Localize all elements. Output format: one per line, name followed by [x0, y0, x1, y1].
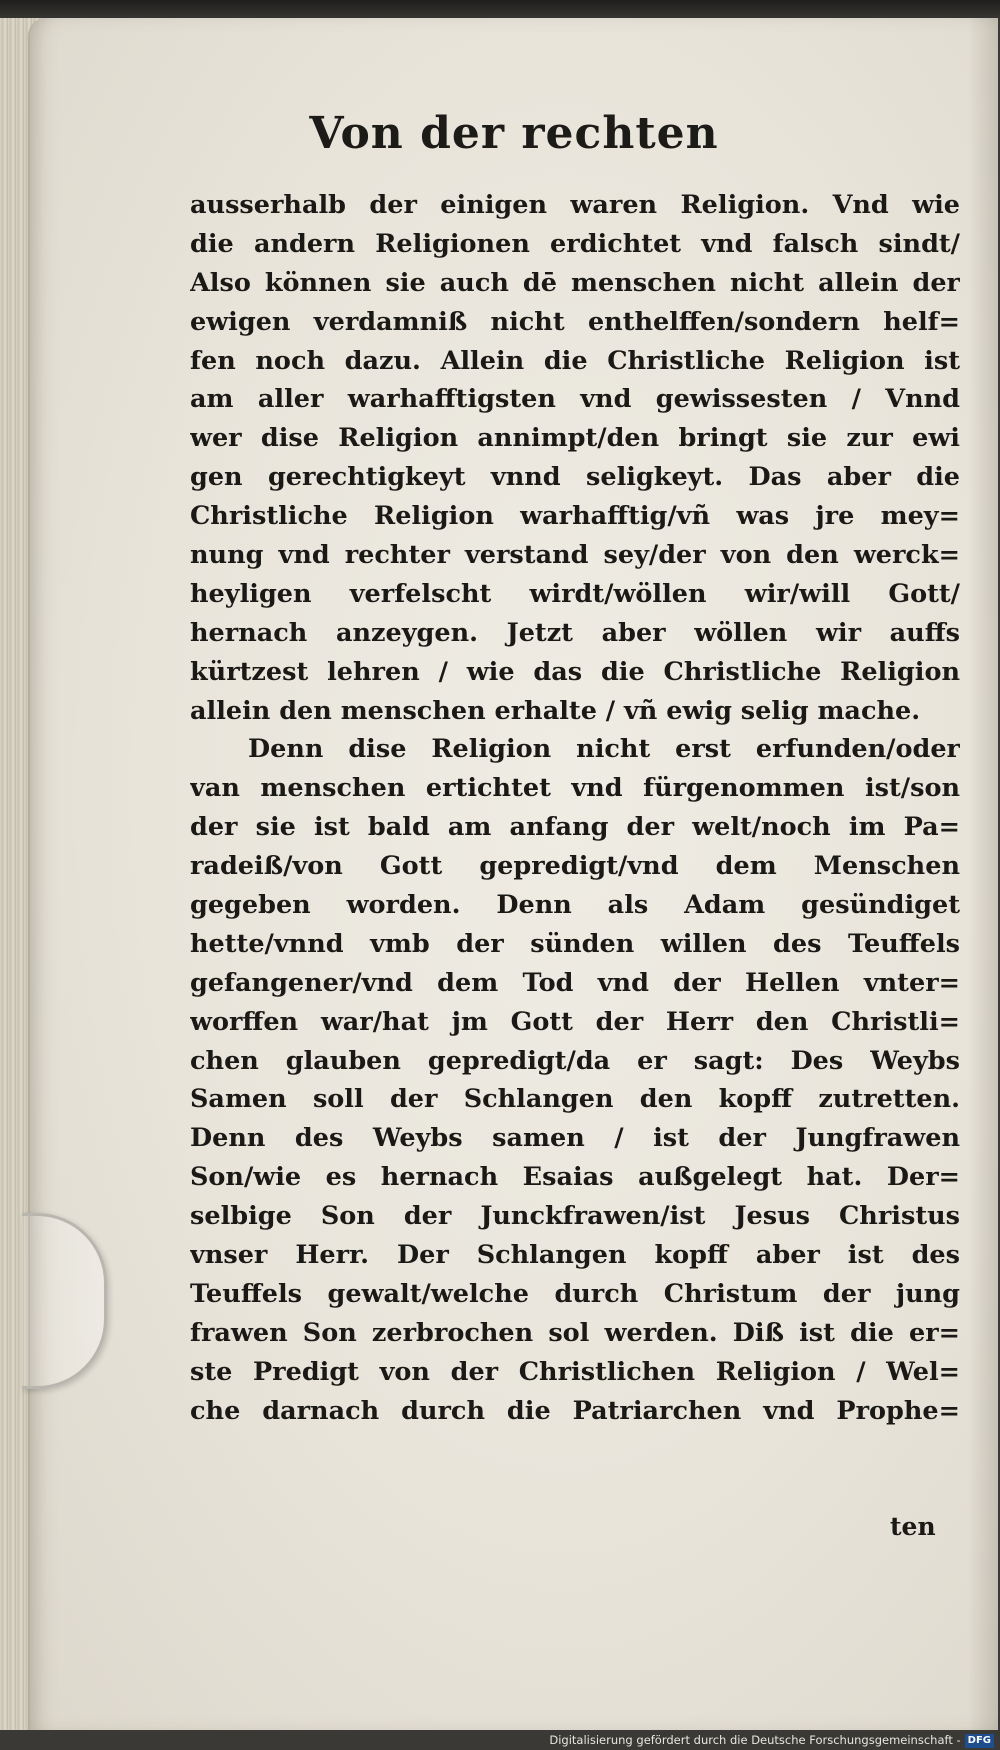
text-line: gegeben worden. Denn als Adam gesündiget: [190, 890, 960, 921]
text-line: Teuffels gewalt/welche durch Christum der jung: [190, 1278, 960, 1309]
text-line: ausserhalb der einigen waren Religion. Vnd wie: [190, 190, 960, 220]
text-line: che darnach durch die Patriarchen vnd Prophe=: [190, 1395, 960, 1426]
text-line: am aller warhafftigsten vnd gewissesten / Vnnd: [190, 384, 960, 415]
catchword: ten: [890, 1512, 936, 1541]
text-line: kürtzest lehren / wie das die Christliche Religion: [190, 656, 960, 687]
text-line: frawen Son zerbrochen sol werden. Diß ist die er=: [190, 1317, 960, 1348]
text-line: nung vnd rechter verstand sey/der von den werck=: [190, 540, 960, 571]
body-text: [190, 186, 960, 1431]
page-clip: [22, 1213, 107, 1389]
dfg-logo-icon: DFG: [965, 1734, 994, 1748]
text-line: wer dise Religion annimpt/den bringt sie zur ewi: [190, 423, 960, 454]
text-line: fen noch dazu. Allein die Christliche Religion ist: [190, 345, 960, 376]
text-line: heyligen verfelscht wirdt/wöllen wir/will Gott/: [190, 578, 960, 609]
text-line: die andern Religionen erdichtet vnd falsch sindt/: [190, 228, 960, 259]
text-line: allein den menschen erhalte / vñ ewig selig mache.: [190, 695, 921, 726]
text-line: Also können sie auch dē menschen nicht allein der: [190, 267, 960, 298]
digitization-credit: [549, 1731, 994, 1750]
book-page: [28, 18, 998, 1730]
text-line: gefangener/vnd dem Tod vnd der Hellen vnter=: [190, 967, 960, 998]
text-line: Christliche Religion warhafftig/vñ was jre mey=: [190, 501, 960, 532]
text-line: hernach anzeygen. Jetzt aber wöllen wir auffs: [190, 617, 960, 648]
text-line: hette/vnnd vmb der sünden willen des Teuffels: [190, 928, 960, 959]
paragraph-start-line: Denn dise Religion nicht erst erfunden/oder: [248, 734, 960, 765]
text-line: ewigen verdamniß nicht enthelffen/sondern helf=: [190, 306, 960, 337]
text-line: chen glauben gepredigt/da er sagt: Des Weybs: [190, 1045, 960, 1076]
text-line: radeiß/von Gott gepredigt/vnd dem Menschen: [190, 851, 960, 882]
running-heading: Von der rechten: [309, 108, 719, 159]
page-shadow: [968, 18, 998, 1730]
text-line: ste Predigt von der Christlichen Religion / Wel=: [190, 1356, 960, 1387]
text-line: Samen soll der Schlangen den kopff zutretten.: [190, 1084, 960, 1115]
text-line: selbige Son der Junckfrawen/ist Jesus Christus: [190, 1201, 960, 1232]
text-line: der sie ist bald am anfang der welt/noch im Pa=: [190, 812, 960, 843]
text-line: Denn des Weybs samen / ist der Jungfrawen: [190, 1123, 960, 1154]
text-line: vnser Herr. Der Schlangen kopff aber ist des: [190, 1240, 960, 1271]
text-line: gen gerechtigkeyt vnnd seligkeyt. Das aber die: [190, 462, 960, 493]
text-line: Son/wie es hernach Esaias außgelegt hat. Der=: [190, 1162, 960, 1193]
ink-bleed-through: [188, 1526, 488, 1556]
credit-text: Digitalisierung gefördert durch die Deutsche Forschungsgemeinschaft -: [549, 1733, 961, 1747]
text-line: van menschen ertichtet vnd fürgenommen ist/son: [190, 773, 960, 804]
text-line: worffen war/hat jm Gott der Herr den Christli=: [190, 1006, 960, 1037]
